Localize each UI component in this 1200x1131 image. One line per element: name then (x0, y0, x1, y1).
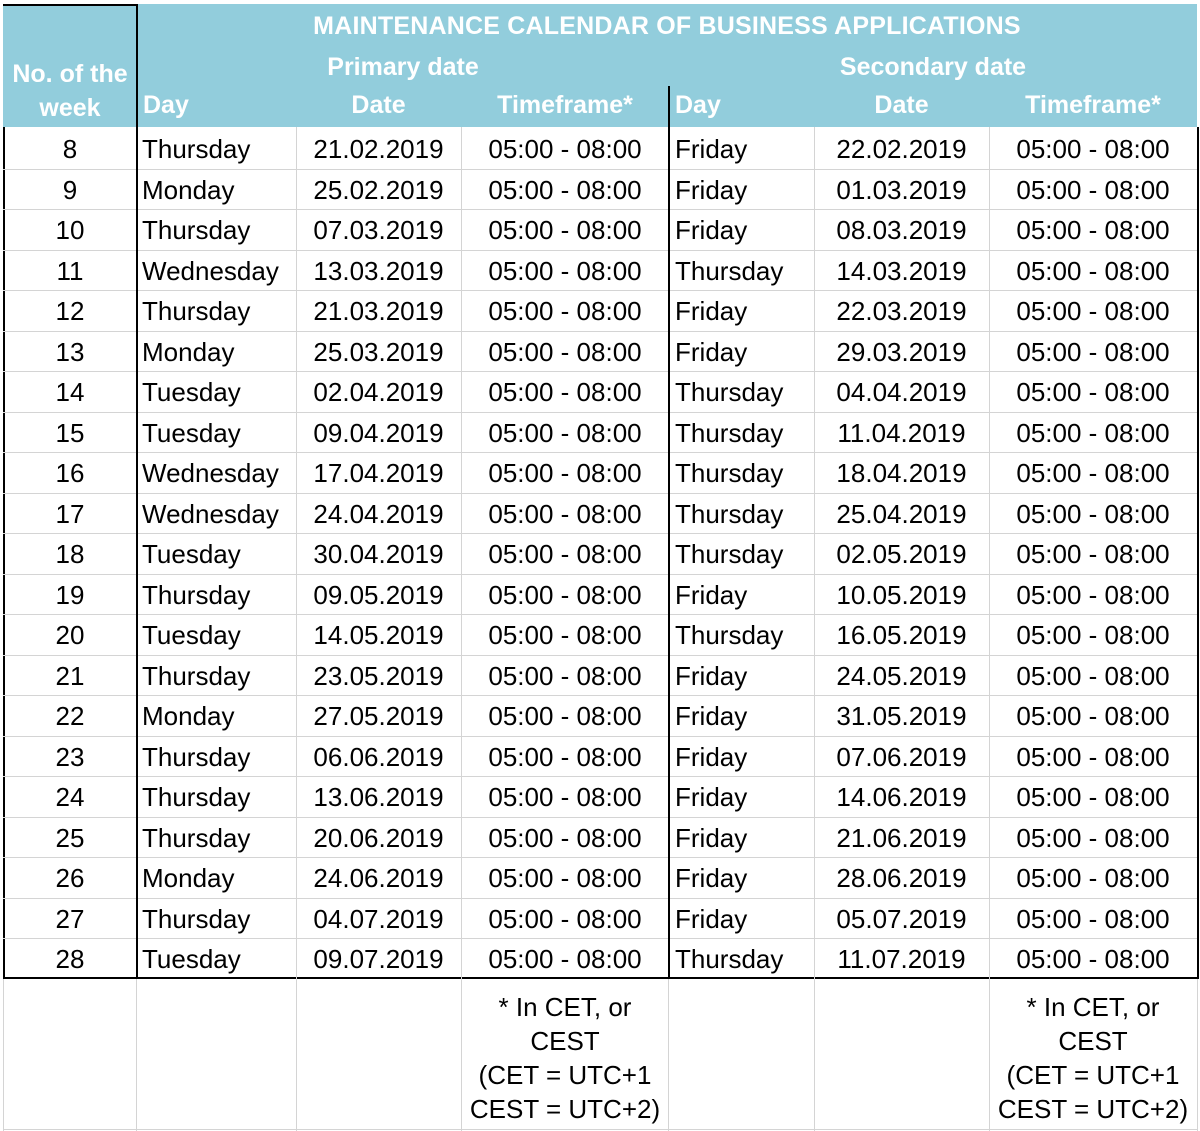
table-row (0, 777, 1200, 818)
secondary-date-cell: 11.07.2019 (837, 944, 966, 974)
primary-day-cell: Tuesday (142, 417, 241, 448)
primary-date-group-header: Primary date (327, 53, 479, 81)
footnote-line: * In CET, or (498, 992, 632, 1022)
week-column-header: No. of the week (12, 60, 128, 122)
primary-date-cell: 13.03.2019 (313, 255, 444, 286)
secondary-day-cell: Friday (675, 134, 748, 164)
secondary-timeframe-cell: 05:00 - 08:00 (1016, 863, 1170, 893)
week-number-cell: 25 (55, 822, 85, 853)
week-number-cell: 24 (55, 782, 85, 812)
column-border (136, 127, 138, 978)
secondary-date-cell: 18.04.2019 (836, 458, 967, 488)
row-gridline (3, 452, 1197, 453)
row-gridline (3, 169, 1197, 170)
table-row (0, 939, 1200, 980)
primary-timeframe-cell: 05:00 - 08:00 (488, 255, 642, 286)
table-row (0, 858, 1200, 899)
footnote-line: * In CET, or (1026, 992, 1160, 1022)
primary-timeframe-cell: 05:00 - 08:00 (488, 660, 642, 691)
secondary-timeframe-cell: 05:00 - 08:00 (1016, 944, 1170, 974)
primary-date-cell: 30.04.2019 (313, 539, 444, 569)
primary-timeframe-cell: 05:00 - 08:00 (488, 701, 642, 731)
header-top-border (3, 4, 137, 6)
primary-timeframe-cell: 05:00 - 08:00 (488, 822, 642, 853)
primary-day-cell: Monday (142, 336, 235, 367)
secondary-day-cell: Friday (675, 296, 748, 326)
secondary-date-cell: 25.04.2019 (836, 498, 967, 529)
secondary-day-cell: Friday (675, 741, 748, 772)
table-row (0, 696, 1200, 737)
table-row (0, 737, 1200, 778)
secondary-date-cell: 05.07.2019 (836, 903, 967, 934)
week-number-cell: 12 (55, 296, 85, 326)
primary-timeframe-cell: 05:00 - 08:00 (488, 782, 642, 812)
footnote-line: (CET = UTC+1 (1006, 1060, 1180, 1090)
footnote-line: (CET = UTC+1 (478, 1060, 652, 1090)
primary-date-cell: 23.05.2019 (313, 660, 444, 691)
secondary-timeframe-cell: 05:00 - 08:00 (1016, 701, 1170, 731)
primary-timeframe-cell: 05:00 - 08:00 (488, 579, 642, 610)
primary-timeframe-cell: 05:00 - 08:00 (488, 174, 642, 205)
primary-day-cell: Thursday (142, 296, 251, 326)
primary-date-cell: 04.07.2019 (313, 903, 444, 934)
table-row (0, 251, 1200, 292)
row-gridline (3, 857, 1197, 858)
primary-date-cell: 14.05.2019 (313, 620, 444, 650)
secondary-day-header: Day (675, 91, 721, 119)
secondary-timeframe-cell: 05:00 - 08:00 (1016, 660, 1170, 691)
secondary-date-header: Date (874, 91, 929, 119)
secondary-day-cell: Friday (675, 215, 748, 245)
secondary-day-cell: Friday (675, 903, 748, 934)
secondary-date-cell: 11.04.2019 (837, 417, 966, 448)
primary-date-cell: 20.06.2019 (313, 822, 444, 853)
secondary-timeframe-cell: 05:00 - 08:00 (1016, 215, 1170, 245)
secondary-day-cell: Thursday (675, 458, 784, 488)
secondary-day-cell: Thursday (675, 539, 784, 569)
primary-date-header: Date (351, 91, 406, 119)
secondary-day-cell: Thursday (675, 377, 784, 407)
primary-date-cell: 02.04.2019 (313, 377, 444, 407)
row-gridline (3, 938, 1197, 939)
primary-day-cell: Wednesday (142, 255, 279, 286)
table-title: MAINTENANCE CALENDAR OF BUSINESS APPLICATIONS (313, 12, 1021, 40)
footnote-line: CEST = UTC+2) (997, 1094, 1189, 1124)
header-divider-secondary (668, 86, 670, 127)
table-row (0, 291, 1200, 332)
primary-day-cell: Monday (142, 863, 235, 893)
week-number-cell: 13 (55, 336, 85, 367)
primary-timeframe-cell: 05:00 - 08:00 (488, 296, 642, 326)
week-number-cell: 11 (56, 255, 84, 286)
secondary-timeframe-cell: 05:00 - 08:00 (1016, 296, 1170, 326)
footnote-column-gridline (814, 979, 815, 1131)
table-row (0, 494, 1200, 535)
primary-day-cell: Thursday (142, 134, 251, 164)
secondary-timeframe-cell: 05:00 - 08:00 (1016, 782, 1170, 812)
row-gridline (3, 898, 1197, 899)
secondary-day-cell: Thursday (675, 498, 784, 529)
table-row (0, 453, 1200, 494)
secondary-timeframe-cell: 05:00 - 08:00 (1016, 903, 1170, 934)
primary-timeframe-cell: 05:00 - 08:00 (488, 215, 642, 245)
footnote-primary (461, 990, 669, 1126)
week-number-cell: 19 (55, 579, 85, 610)
primary-day-cell: Monday (142, 701, 235, 731)
primary-timeframe-cell: 05:00 - 08:00 (488, 944, 642, 974)
primary-timeframe-cell: 05:00 - 08:00 (488, 336, 642, 367)
secondary-day-cell: Thursday (675, 255, 784, 286)
primary-day-cell: Thursday (142, 822, 251, 853)
secondary-day-cell: Friday (675, 579, 748, 610)
table-row (0, 372, 1200, 413)
primary-date-cell: 09.07.2019 (313, 944, 444, 974)
secondary-day-cell: Friday (675, 701, 748, 731)
row-gridline (3, 776, 1197, 777)
week-number-cell: 23 (55, 741, 85, 772)
secondary-timeframe-cell: 05:00 - 08:00 (1016, 255, 1170, 286)
week-number-cell: 14 (55, 377, 85, 407)
week-number-cell: 28 (55, 944, 85, 974)
secondary-date-cell: 04.04.2019 (836, 377, 967, 407)
row-gridline (3, 493, 1197, 494)
week-number-cell: 21 (55, 660, 85, 691)
table-row (0, 210, 1200, 251)
secondary-day-cell: Friday (675, 822, 748, 853)
secondary-day-cell: Thursday (675, 417, 784, 448)
footnote-line: CEST (1058, 1026, 1128, 1056)
secondary-timeframe-cell: 05:00 - 08:00 (1016, 741, 1170, 772)
table-row (0, 534, 1200, 575)
table-row (0, 575, 1200, 616)
secondary-date-cell: 31.05.2019 (836, 701, 967, 731)
table-row (0, 656, 1200, 697)
primary-date-cell: 27.05.2019 (313, 701, 444, 731)
secondary-day-cell: Thursday (675, 620, 784, 650)
primary-date-cell: 07.03.2019 (313, 215, 444, 245)
primary-date-cell: 09.04.2019 (313, 417, 444, 448)
week-number-cell: 17 (55, 498, 85, 529)
secondary-day-cell: Friday (675, 174, 748, 205)
secondary-timeframe-cell: 05:00 - 08:00 (1016, 539, 1170, 569)
primary-date-cell: 09.05.2019 (313, 579, 444, 610)
primary-date-cell: 24.06.2019 (313, 863, 444, 893)
footnote-column-gridline (136, 979, 137, 1131)
primary-timeframe-cell: 05:00 - 08:00 (488, 863, 642, 893)
row-gridline (3, 574, 1197, 575)
secondary-date-cell: 16.05.2019 (836, 620, 967, 650)
table-row (0, 615, 1200, 656)
table-row (0, 170, 1200, 211)
primary-timeframe-cell: 05:00 - 08:00 (488, 417, 642, 448)
primary-date-cell: 21.02.2019 (313, 134, 444, 164)
week-number-cell: 9 (62, 174, 78, 205)
row-gridline (3, 250, 1197, 251)
week-number-cell: 27 (55, 903, 85, 934)
secondary-date-cell: 14.03.2019 (836, 255, 967, 286)
row-gridline (3, 533, 1197, 534)
row-gridline (3, 614, 1197, 615)
primary-day-cell: Thursday (142, 579, 251, 610)
secondary-date-cell: 01.03.2019 (836, 174, 967, 205)
table-row (0, 818, 1200, 859)
primary-day-cell: Thursday (142, 741, 251, 772)
row-gridline (3, 655, 1197, 656)
primary-timeframe-cell: 05:00 - 08:00 (488, 134, 642, 164)
row-gridline (3, 412, 1197, 413)
secondary-timeframe-cell: 05:00 - 08:00 (1016, 822, 1170, 853)
footnote-secondary (989, 990, 1197, 1126)
secondary-date-cell: 21.06.2019 (836, 822, 967, 853)
primary-day-cell: Tuesday (142, 377, 241, 407)
secondary-timeframe-cell: 05:00 - 08:00 (1016, 336, 1170, 367)
secondary-timeframe-header: Timeframe* (1025, 91, 1161, 119)
secondary-date-cell: 14.06.2019 (836, 782, 967, 812)
secondary-timeframe-cell: 05:00 - 08:00 (1016, 417, 1170, 448)
primary-date-cell: 25.03.2019 (313, 336, 444, 367)
week-number-cell: 20 (55, 620, 85, 650)
secondary-date-cell: 02.05.2019 (836, 539, 967, 569)
secondary-date-cell: 29.03.2019 (836, 336, 967, 367)
table-row (0, 129, 1200, 170)
secondary-timeframe-cell: 05:00 - 08:00 (1016, 498, 1170, 529)
primary-date-cell: 21.03.2019 (313, 296, 444, 326)
footnote-bottom-gridline (3, 1129, 1197, 1130)
footnote-column-gridline (296, 979, 297, 1131)
primary-day-cell: Thursday (142, 903, 251, 934)
secondary-date-cell: 24.05.2019 (836, 660, 967, 691)
secondary-date-cell: 22.03.2019 (836, 296, 967, 326)
primary-timeframe-cell: 05:00 - 08:00 (488, 741, 642, 772)
week-number-cell: 8 (62, 134, 78, 164)
secondary-date-cell: 08.03.2019 (836, 215, 967, 245)
primary-day-cell: Tuesday (142, 539, 241, 569)
secondary-date-cell: 07.06.2019 (836, 741, 967, 772)
row-gridline (3, 817, 1197, 818)
column-border (668, 127, 670, 978)
table-row (0, 899, 1200, 940)
secondary-day-cell: Friday (675, 660, 748, 691)
primary-day-cell: Wednesday (142, 458, 279, 488)
footnote-line: CEST (530, 1026, 600, 1056)
secondary-timeframe-cell: 05:00 - 08:00 (1016, 174, 1170, 205)
row-gridline (3, 290, 1197, 291)
row-gridline (3, 695, 1197, 696)
secondary-day-cell: Friday (675, 863, 748, 893)
primary-day-cell: Tuesday (142, 620, 241, 650)
primary-timeframe-cell: 05:00 - 08:00 (488, 498, 642, 529)
row-gridline (3, 209, 1197, 210)
secondary-timeframe-cell: 05:00 - 08:00 (1016, 579, 1170, 610)
primary-day-cell: Thursday (142, 660, 251, 691)
primary-day-cell: Thursday (142, 215, 251, 245)
secondary-date-cell: 28.06.2019 (836, 863, 967, 893)
secondary-timeframe-cell: 05:00 - 08:00 (1016, 134, 1170, 164)
footnote-line: CEST = UTC+2) (469, 1094, 661, 1124)
week-number-cell: 16 (55, 458, 85, 488)
primary-day-header: Day (143, 91, 189, 119)
primary-date-cell: 17.04.2019 (313, 458, 444, 488)
week-number-cell: 15 (55, 417, 85, 448)
footnote-column-gridline (3, 979, 4, 1131)
secondary-day-cell: Thursday (675, 944, 784, 974)
secondary-timeframe-cell: 05:00 - 08:00 (1016, 620, 1170, 650)
primary-timeframe-header: Timeframe* (497, 91, 633, 119)
row-gridline (3, 371, 1197, 372)
primary-date-cell: 13.06.2019 (313, 782, 444, 812)
header-divider-week (136, 4, 138, 127)
row-gridline (3, 331, 1197, 332)
week-number-cell: 10 (55, 215, 85, 245)
primary-timeframe-cell: 05:00 - 08:00 (488, 458, 642, 488)
primary-timeframe-cell: 05:00 - 08:00 (488, 539, 642, 569)
table-row (0, 413, 1200, 454)
primary-day-cell: Wednesday (142, 498, 279, 529)
secondary-date-cell: 22.02.2019 (836, 134, 967, 164)
primary-date-cell: 06.06.2019 (313, 741, 444, 772)
table-row (0, 332, 1200, 373)
row-gridline (3, 736, 1197, 737)
primary-day-cell: Monday (142, 174, 235, 205)
secondary-day-cell: Friday (675, 336, 748, 367)
footnote-column-gridline (1197, 979, 1198, 1131)
week-number-cell: 18 (55, 539, 85, 569)
secondary-timeframe-cell: 05:00 - 08:00 (1016, 377, 1170, 407)
week-number-cell: 22 (55, 701, 85, 731)
primary-timeframe-cell: 05:00 - 08:00 (488, 903, 642, 934)
primary-date-cell: 25.02.2019 (313, 174, 444, 205)
secondary-day-cell: Friday (675, 782, 748, 812)
secondary-timeframe-cell: 05:00 - 08:00 (1016, 458, 1170, 488)
week-number-cell: 26 (55, 863, 85, 893)
primary-timeframe-cell: 05:00 - 08:00 (488, 377, 642, 407)
secondary-date-group-header: Secondary date (839, 53, 1027, 81)
primary-timeframe-cell: 05:00 - 08:00 (488, 620, 642, 650)
primary-date-cell: 24.04.2019 (313, 498, 444, 529)
primary-day-cell: Tuesday (142, 944, 241, 974)
primary-day-cell: Thursday (142, 782, 251, 812)
secondary-date-cell: 10.05.2019 (836, 579, 967, 610)
